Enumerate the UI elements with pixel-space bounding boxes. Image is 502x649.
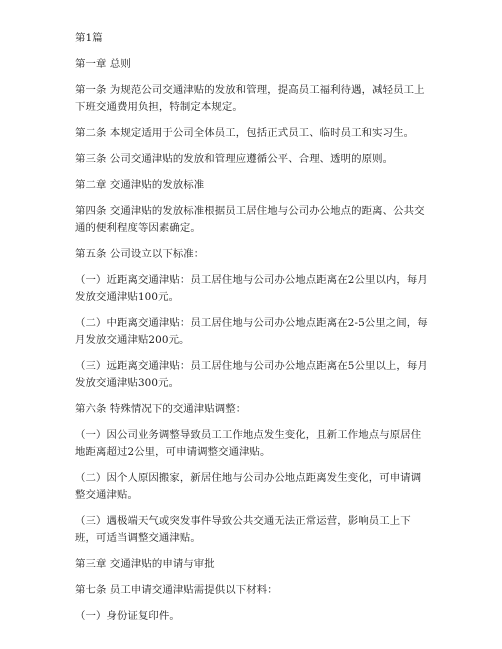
article-paragraph: 第五条 公司设立以下标准： <box>75 248 205 260</box>
clause-paragraph: （一）因公司业务调整导致员工工作地点发生变化，且新工作地点与原居住地距离超过2公里，可申请调整交通津贴。 <box>75 429 422 458</box>
document-body <box>75 30 430 634</box>
article-paragraph: 第二条 本规定适用于公司全体员工，包括正式员工、临时员工和实习生。 <box>75 127 415 139</box>
clause-paragraph: （一）近距离交通津贴：员工居住地与公司办公地点距离在2公里以内，每月发放交通津贴100元。 <box>75 274 428 303</box>
clause-paragraph: （二）中距离交通津贴：员工居住地与公司办公地点距离在2-5公里之间，每月发放交通津贴200元。 <box>75 317 428 346</box>
article-paragraph: 第六条 特殊情况下的交通津贴调整： <box>75 403 247 415</box>
clause-paragraph: （二）因个人原因搬家，新居住地与公司办公地点距离发生变化，可申请调整交通津贴。 <box>75 472 422 501</box>
chapter-heading: 第一章 总则 <box>75 58 131 70</box>
article-paragraph: 第七条 员工申请交通津贴需提供以下材料： <box>75 584 278 596</box>
article-paragraph: 第一条 为规范公司交通津贴的发放和管理，提高员工福利待遇，减轻员工上下班交通费用负担，特制定本规定。 <box>75 84 425 113</box>
article-paragraph: 第四条 交通津贴的发放标准根据员工居住地与公司办公地点的距离、公共交通的便利程度等因素确定。 <box>75 205 425 234</box>
part-heading: 第1篇 <box>75 32 103 44</box>
article-paragraph: 第三条 公司交通津贴的发放和管理应遵循公平、合理、透明的原则。 <box>75 153 394 165</box>
clause-paragraph: （三）远距离交通津贴：员工居住地与公司办公地点距离在5公里以上，每月发放交通津贴300元。 <box>75 360 428 389</box>
clause-paragraph: （三）遇极端天气或突发事件导致公共交通无法正常运营，影响员工上下班，可适当调整交通津贴。 <box>75 515 411 544</box>
clause-paragraph: （一）身份证复印件。 <box>75 610 180 622</box>
chapter-heading: 第二章 交通津贴的发放标准 <box>75 179 205 191</box>
chapter-heading: 第三章 交通津贴的申请与审批 <box>75 558 215 570</box>
